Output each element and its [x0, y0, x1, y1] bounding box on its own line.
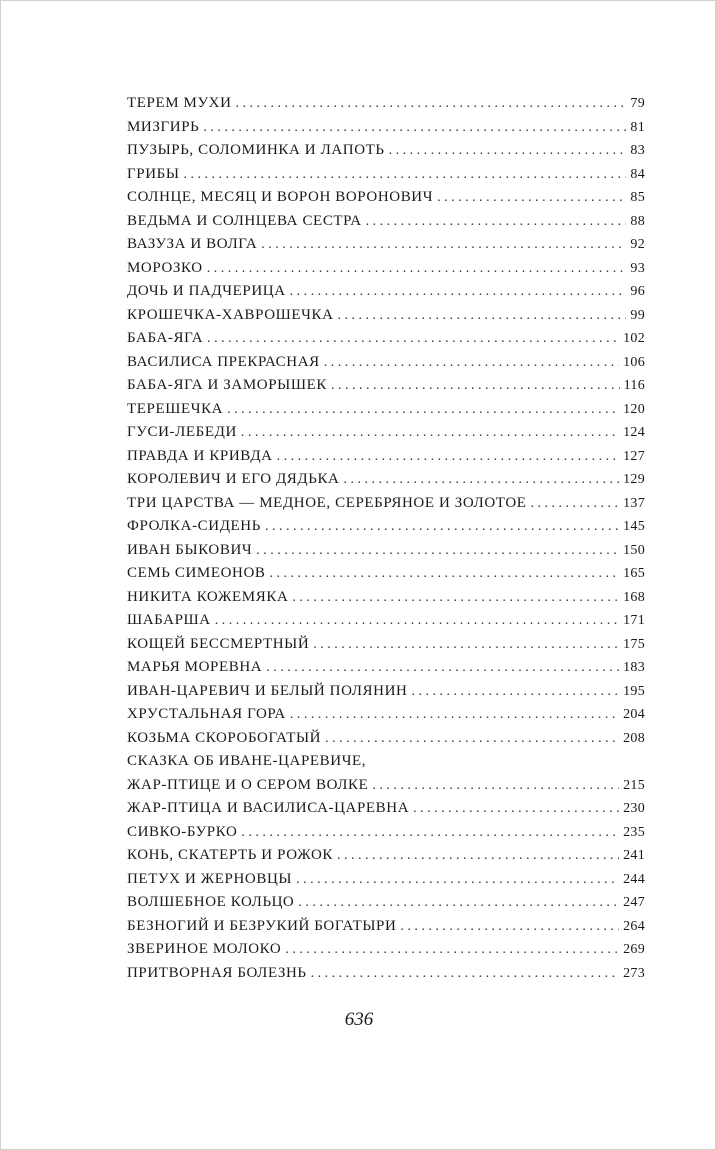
dot-leader: [331, 374, 620, 398]
toc-entry-title: СКАЗКА ОБ ИВАНЕ-ЦАРЕВИЧЕ,: [127, 753, 367, 769]
dot-leader: [203, 116, 626, 140]
toc-entry: [127, 586, 645, 610]
toc-entry-page: 230: [623, 801, 645, 816]
dot-leader: [236, 92, 627, 116]
toc-entry-page: 116: [623, 378, 645, 393]
toc-entry-title: ДОЧЬ И ПАДЧЕРИЦА: [127, 283, 286, 299]
toc-entry-title: МАРЬЯ МОРЕВНА: [127, 659, 263, 675]
toc-entry: [127, 398, 645, 422]
toc-entry-page: 273: [623, 965, 645, 981]
toc-entry: [127, 750, 645, 797]
dot-leader: [437, 186, 626, 210]
dot-leader: [256, 539, 619, 563]
toc-entry: [127, 92, 645, 116]
toc-entry-page: 106: [623, 354, 645, 370]
toc-entry-title: ТЕРЕШЕЧКА: [127, 400, 224, 417]
dot-leader: [227, 398, 619, 422]
toc-entry-title: ТЕРЕМ МУХИ: [127, 95, 232, 111]
toc-entry-page: 215: [623, 777, 645, 793]
toc-entry: [127, 139, 645, 163]
toc-entry-page: 79: [630, 96, 645, 111]
dot-leader: [290, 703, 619, 727]
toc-entry: [127, 868, 645, 892]
dot-leader: [324, 351, 619, 375]
toc-entry-title: СЕМЬ СИМЕОНОВ: [127, 565, 266, 581]
toc-entry: [127, 492, 645, 516]
dot-leader: [413, 797, 619, 821]
toc-entry-page: 129: [623, 472, 645, 487]
toc-entry-title: КОНЬ, СКАТЕРТЬ И РОЖОК: [127, 847, 333, 863]
toc-entry-page: 247: [623, 895, 645, 910]
toc-entry: [127, 351, 645, 375]
toc-entry: [127, 468, 645, 492]
dot-leader: [241, 821, 619, 845]
toc-entry-page: 99: [630, 307, 645, 323]
dot-leader: [366, 210, 627, 234]
dot-leader: [372, 774, 619, 798]
toc-entry-title: БЕЗНОГИЙ И БЕЗРУКИЙ БОГАТЫРИ: [127, 917, 397, 934]
dot-leader: [389, 139, 627, 163]
dot-leader: [266, 656, 619, 680]
toc-entry-title: ВЕДЬМА И СОЛНЦЕВА СЕСТРА: [127, 212, 362, 229]
dot-leader: [296, 868, 619, 892]
toc-entry: [127, 962, 645, 986]
toc-entry-title: ФРОЛКА-СИДЕНЬ: [127, 518, 261, 534]
toc-entry-page: 195: [623, 683, 645, 699]
toc-entry: [127, 421, 645, 445]
toc-entry-page: 88: [630, 213, 645, 229]
toc-entry-title: ЖАР-ПТИЦА И ВАСИЛИСА-ЦАРЕВНА: [127, 800, 410, 816]
toc-entry-page: 127: [623, 448, 645, 464]
toc-entry-title: ВОЛШЕБНОЕ КОЛЬЦО: [127, 894, 295, 910]
toc-entry-title: ПРИТВОРНАЯ БОЛЕЗНЬ: [127, 964, 307, 981]
toc-entry: [127, 656, 645, 680]
toc-entry: [127, 210, 645, 234]
toc-entry: [127, 445, 645, 469]
toc-entry-page: 204: [623, 707, 645, 722]
toc-entry-title: ТРИ ЦАРСТВА — МЕДНОЕ, СЕРЕБРЯНОЕ И ЗОЛОТОЕ: [127, 494, 527, 511]
dot-leader: [338, 304, 627, 328]
dot-leader: [411, 680, 619, 704]
dot-leader: [207, 257, 627, 281]
toc-entry-title: ЗВЕРИНОЕ МОЛОКО: [127, 941, 282, 957]
dot-leader: [241, 421, 619, 445]
toc-entry: [127, 680, 645, 704]
toc-entry: [127, 116, 645, 140]
toc-entry-title: ИВАН БЫКОВИЧ: [127, 541, 253, 558]
toc-entry: [127, 891, 645, 915]
toc-entry-title: КРОШЕЧКА-ХАВРОШЕЧКА: [127, 306, 334, 323]
dot-leader: [207, 327, 619, 351]
dot-leader: [270, 562, 620, 586]
toc-entry: [127, 233, 645, 257]
toc-entry-title: БАБА-ЯГА: [127, 330, 204, 346]
toc-entry-page: 175: [623, 636, 645, 652]
toc-entry-page: 84: [630, 166, 645, 182]
toc-entry-page: 235: [623, 824, 645, 840]
toc-entry: [127, 727, 645, 751]
toc-entry-page: 145: [623, 519, 645, 534]
toc-entry-page: 168: [623, 589, 645, 605]
dot-leader: [265, 515, 619, 539]
toc-entry-page: 120: [623, 401, 645, 417]
dot-leader: [531, 492, 620, 516]
dot-leader: [325, 727, 619, 751]
toc-entry: [127, 374, 645, 398]
toc-entry-title: ПРАВДА И КРИВДА: [127, 447, 273, 464]
toc-entry-page: 124: [623, 425, 645, 440]
toc-entry-title: ПУЗЫРЬ, СОЛОМИНКА И ЛАПОТЬ: [127, 142, 385, 158]
toc-entry: [127, 703, 645, 727]
toc-entry-page: 269: [623, 942, 645, 957]
dot-leader: [277, 445, 619, 469]
dot-leader: [400, 915, 619, 939]
toc-entry: [127, 938, 645, 962]
toc-entry: [127, 539, 645, 563]
toc-entry: [127, 163, 645, 187]
dot-leader: [344, 468, 620, 492]
toc-entry-title: ВАСИЛИСА ПРЕКРАСНАЯ: [127, 353, 320, 370]
dot-leader: [298, 891, 619, 915]
toc-entry-page: 244: [623, 871, 645, 887]
toc-entry-title: СИВКО-БУРКО: [127, 823, 238, 840]
toc-entry-title: БАБА-ЯГА И ЗАМОРЫШЕК: [127, 377, 327, 393]
toc-entry-page: 264: [623, 918, 645, 934]
toc-entry: [127, 633, 645, 657]
toc-entry-title: ХРУСТАЛЬНАЯ ГОРА: [127, 706, 286, 722]
page-number: 636: [344, 1009, 374, 1030]
toc-entry-title: КОЗЬМА СКОРОБОГАТЫЙ: [127, 729, 322, 746]
toc-entry: [127, 186, 645, 210]
toc-entry-page: 241: [623, 848, 645, 863]
toc-entry-page: 93: [630, 260, 645, 276]
toc-entry-title: ВАЗУЗА И ВОЛГА: [127, 236, 258, 252]
toc-entry-title: НИКИТА КОЖЕМЯКА: [127, 588, 289, 605]
toc-entry: [127, 609, 645, 633]
dot-leader: [215, 609, 619, 633]
toc-entry-title: МИЗГИРЬ: [127, 118, 200, 135]
toc-entry-page: 165: [623, 566, 645, 581]
toc-entry: [127, 797, 645, 821]
toc-entry-page: 83: [630, 143, 645, 158]
dot-leader: [261, 233, 626, 257]
toc-entry: [127, 562, 645, 586]
toc-entry-title: ПЕТУХ И ЖЕРНОВЦЫ: [127, 870, 293, 887]
toc-entry-title: ШАБАРША: [127, 612, 211, 628]
toc-entry-page: 137: [623, 495, 645, 511]
toc-entry-title: МОРОЗКО: [127, 259, 203, 276]
toc-entry-page: 85: [630, 190, 645, 205]
toc-entry: [127, 844, 645, 868]
dot-leader: [337, 844, 619, 868]
toc-entry-title: СОЛНЦЕ, МЕСЯЦ И ВОРОН ВОРОНОВИЧ: [127, 189, 434, 205]
dot-leader: [292, 586, 619, 610]
toc-entry-title: КОРОЛЕВИЧ И ЕГО ДЯДЬКА: [127, 471, 340, 487]
toc-entry: [127, 280, 645, 304]
toc-entry-page: 102: [623, 331, 645, 346]
toc-entry: [127, 915, 645, 939]
toc-entry-page: 81: [630, 119, 645, 135]
toc-entry: [127, 257, 645, 281]
toc-entry-page: 183: [623, 660, 645, 675]
dot-leader: [290, 280, 627, 304]
dot-leader: [313, 633, 619, 657]
dot-leader: [285, 938, 619, 962]
dot-leader: [311, 962, 619, 986]
toc-entry-page: 171: [623, 613, 645, 628]
toc-entry: [127, 821, 645, 845]
toc-entry-page: 208: [623, 730, 645, 746]
toc-entry-title: ИВАН-ЦАРЕВИЧ И БЕЛЫЙ ПОЛЯНИН: [127, 682, 408, 699]
toc-entry-line: [127, 774, 645, 798]
toc-entry-title: ГУСИ-ЛЕБЕДИ: [127, 424, 237, 440]
toc-entry: [127, 304, 645, 328]
dot-leader: [184, 163, 627, 187]
toc-entry-title: КОЩЕЙ БЕССМЕРТНЫЙ: [127, 635, 310, 652]
toc-entry-page: 96: [630, 284, 645, 299]
toc-entry-page: 150: [623, 542, 645, 558]
toc-entry-title: ГРИБЫ: [127, 165, 180, 182]
table-of-contents: [127, 92, 645, 985]
toc-entry: [127, 515, 645, 539]
toc-entry: [127, 327, 645, 351]
toc-entry-title: ЖАР-ПТИЦЕ И О СЕРОМ ВОЛКЕ: [127, 776, 369, 793]
toc-entry-page: 92: [630, 237, 645, 252]
